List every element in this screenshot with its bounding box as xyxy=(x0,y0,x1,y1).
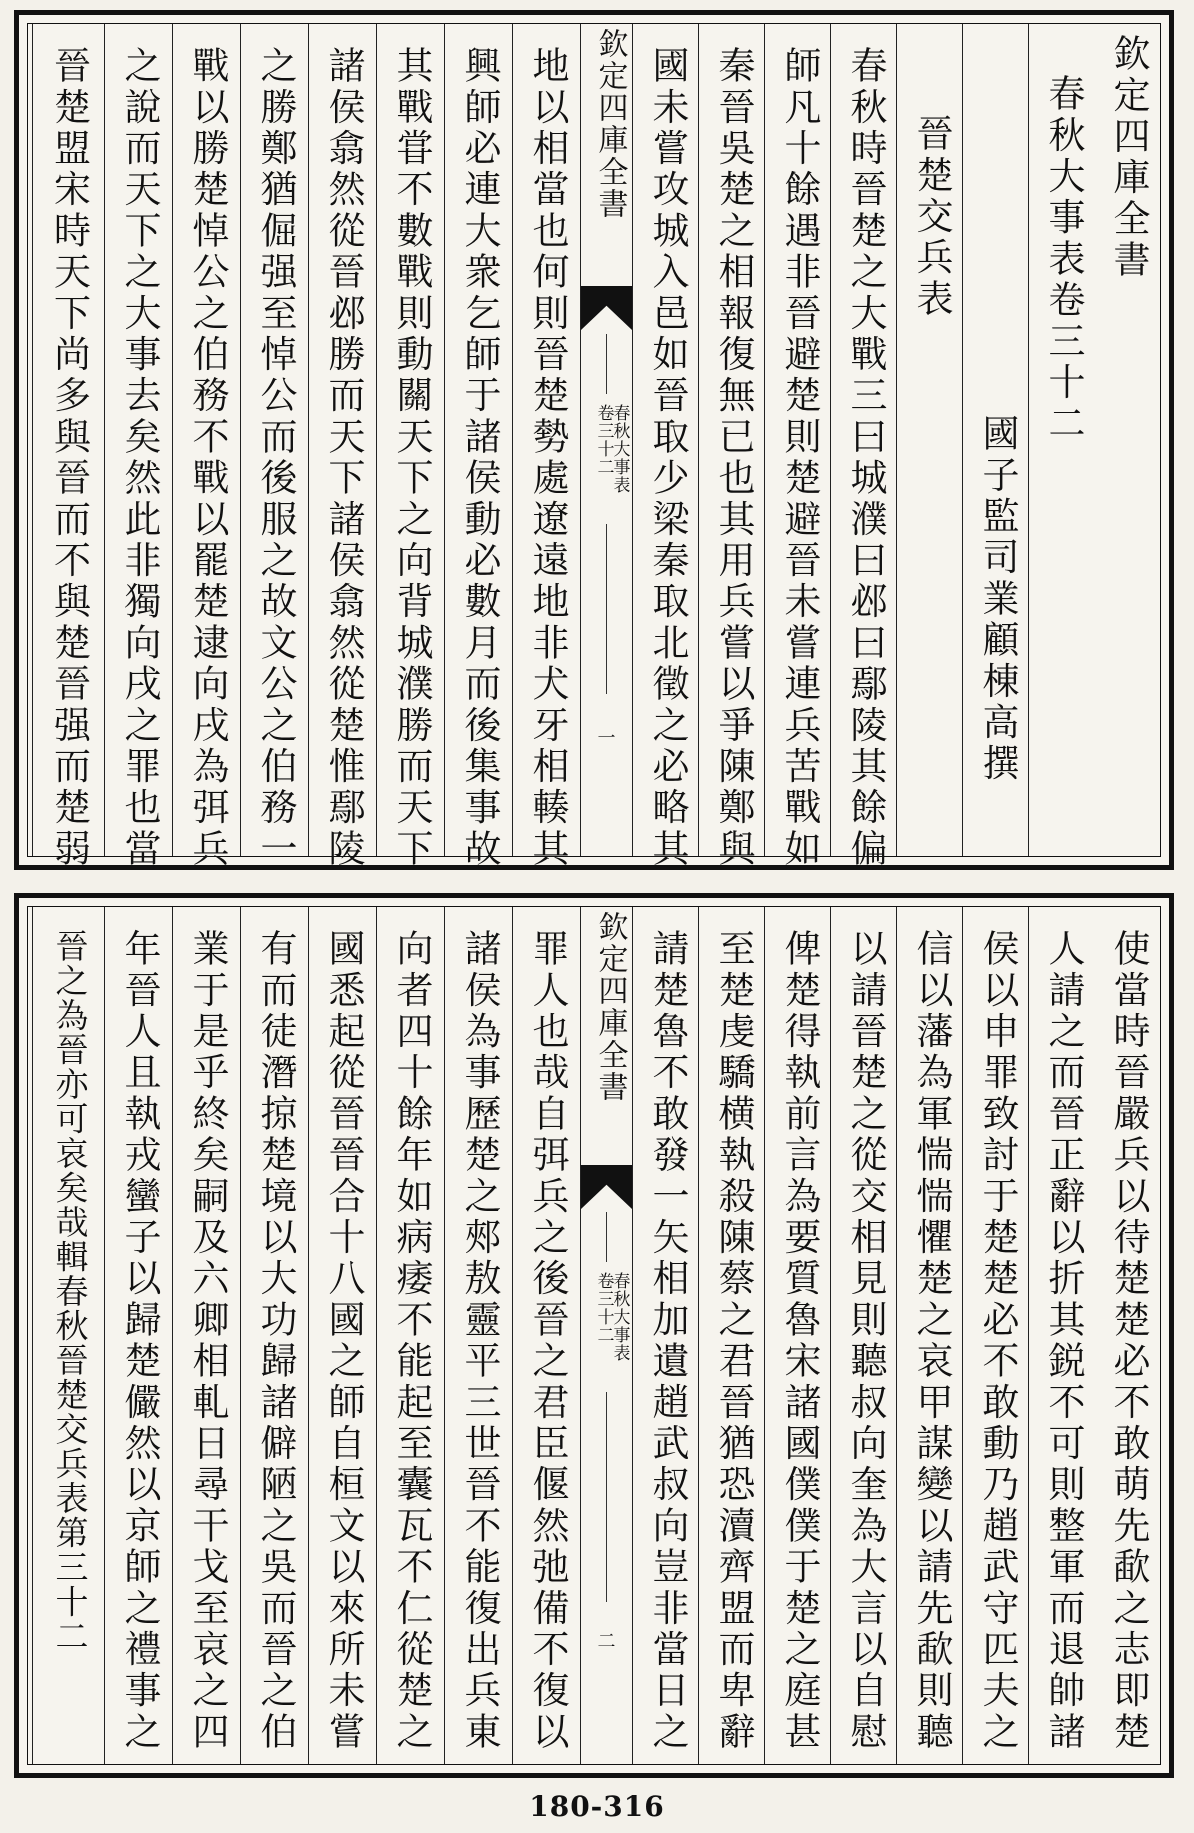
top-col-4 xyxy=(896,24,962,856)
top-col-1 xyxy=(1094,24,1160,856)
page-mark: 一 xyxy=(597,728,616,749)
top-col-6 xyxy=(764,24,830,870)
bottom-col-1 xyxy=(1094,907,1160,1764)
bottom-col-text: 使當時晉嚴兵以待楚楚必不敢萌先歃之志即楚 xyxy=(1107,929,1150,1753)
top-page xyxy=(14,10,1174,870)
top-col-text: 之勝鄭猶倔强至悼公而後服之故文公之伯務一 xyxy=(254,46,297,870)
bottom-col-14 xyxy=(172,907,240,1764)
bottom-col-text: 罪人也哉自弭兵之後晉之君臣偃然弛備不復以 xyxy=(526,929,569,1753)
bottom-col-9 xyxy=(512,907,580,1764)
bottom-col-12 xyxy=(308,907,376,1764)
bottom-col-text: 年晉人且執戎蠻子以歸楚儼然以京師之禮事之 xyxy=(118,929,161,1753)
top-col-10 xyxy=(444,24,512,870)
top-col-text: 春秋時晉楚之大戰三曰城濮曰邲曰鄢陵其餘偏 xyxy=(844,46,887,870)
volume-label: 卷三十二 xyxy=(593,404,614,476)
bottom-col-8 xyxy=(632,907,698,1764)
fishtail-mark xyxy=(581,1165,632,1209)
fishtail-mark xyxy=(581,286,632,330)
top-page-frame xyxy=(27,23,1161,870)
top-col-text: 欽定四庫全書 xyxy=(1107,34,1150,282)
top-col-9 xyxy=(512,24,580,870)
bottom-col-16 xyxy=(32,907,104,1764)
book-label: 春秋大事表 xyxy=(609,1272,630,1362)
bottom-col-text: 業于是乎終矣嗣及六卿相軋日尋干戈至哀之四 xyxy=(186,929,229,1753)
book-label: 春秋大事表 xyxy=(609,404,630,494)
divider-line xyxy=(606,524,607,694)
footer-page-number: 180-316 xyxy=(529,1790,665,1823)
bottom-col-11 xyxy=(376,907,444,1764)
top-col-text: 國子監司業顧棟高撰 xyxy=(976,414,1019,785)
top-col-2 xyxy=(1028,24,1094,856)
divider-line xyxy=(606,1212,607,1262)
top-col-text: 春秋大事表卷三十二 xyxy=(1042,74,1085,445)
top-col-text: 地以相當也何則晉楚勢處遼遠地非犬牙相輳其 xyxy=(526,46,569,870)
bottom-col-4 xyxy=(896,907,962,1764)
bottom-col-text: 晉之為晉亦可哀矣哉輯春秋晉楚交兵表第三十二 xyxy=(50,929,90,1654)
bottom-col-text: 侯以申罪致討于楚楚必不敢動乃趙武守匹夫之 xyxy=(976,929,1019,1753)
top-col-11 xyxy=(376,24,444,870)
top-col-15 xyxy=(104,24,172,870)
top-col-16 xyxy=(32,24,104,870)
bottom-col-5 xyxy=(830,907,896,1764)
top-col-5 xyxy=(830,24,896,870)
bottom-col-3 xyxy=(962,907,1028,1764)
bottom-col-2 xyxy=(1028,907,1094,1764)
library-label: 欽定四庫全書 xyxy=(592,911,628,1103)
top-col-text: 戰以勝楚悼公之伯務不戰以罷楚逮向戌為弭兵 xyxy=(186,46,229,870)
top-col-7 xyxy=(698,24,764,870)
top-col-text: 國未嘗攻城入邑如晉取少梁秦取北徵之必略其 xyxy=(646,46,689,870)
top-col-text: 諸侯翕然從晉邲勝而天下諸侯翕然從楚惟鄢陵 xyxy=(322,46,365,870)
top-col-text: 興師必連大衆乞師于諸侯動必數月而後集事故 xyxy=(458,46,501,870)
bottom-col-text: 國悉起從晉晉合十八國之師自桓文以來所未嘗 xyxy=(322,929,365,1753)
top-col-14 xyxy=(172,24,240,870)
top-col-8 xyxy=(632,24,698,870)
bottom-col-text: 人請之而晉正辭以折其鋭不可則整軍而退帥諸 xyxy=(1042,929,1085,1753)
top-col-3 xyxy=(962,24,1028,856)
bottom-col-text: 向者四十餘年如病痿不能起至囊瓦不仁從楚之 xyxy=(390,929,433,1753)
top-col-text: 晉楚盟宋時天下尚多與晉而不與楚晉强而楚弱 xyxy=(47,46,91,870)
bottom-col-text: 有而徒潛掠楚境以大功歸諸僻陋之吳而晉之伯 xyxy=(254,929,297,1753)
bottom-col-text: 諸侯為事歷楚之郟敖靈平三世晉不能復出兵東 xyxy=(458,929,501,1753)
bottom-col-15 xyxy=(104,907,172,1764)
top-col-12 xyxy=(308,24,376,870)
top-col-text: 之說而天下之大事去矣然此非獨向戌之罪也當 xyxy=(118,46,161,870)
bottom-page xyxy=(14,893,1174,1778)
bottom-col-text: 俾楚得執前言為要質魯宋諸國僕僕于楚之庭甚 xyxy=(778,929,821,1753)
divider-line xyxy=(606,334,607,394)
bottom-page-frame xyxy=(27,906,1161,1765)
top-center-banner xyxy=(580,24,632,856)
top-col-text: 晉楚交兵表 xyxy=(910,114,953,320)
top-col-text: 師凡十餘遇非晉避楚則楚避晉未嘗連兵苦戰如 xyxy=(778,46,821,870)
library-label: 欽定四庫全書 xyxy=(592,28,628,220)
bottom-col-13 xyxy=(240,907,308,1764)
volume-label: 卷三十二 xyxy=(593,1272,614,1344)
top-col-13 xyxy=(240,24,308,870)
bottom-col-7 xyxy=(698,907,764,1764)
bottom-col-text: 至楚虔驕横執殺陳蔡之君晉猶恐瀆齊盟而卑辭 xyxy=(712,929,755,1753)
page-mark: 二 xyxy=(597,1631,616,1652)
bottom-center-banner xyxy=(580,907,632,1764)
bottom-col-10 xyxy=(444,907,512,1764)
top-col-text: 其戰甞不數戰則動關天下之向背城濮勝而天下 xyxy=(390,46,433,870)
bottom-col-text: 信以藩為軍惴惴懼楚之哀甲謀變以請先歃則聽 xyxy=(910,929,953,1753)
top-col-text: 秦晉吳楚之相報復無已也其用兵嘗以爭陳鄭與 xyxy=(712,46,755,870)
divider-line xyxy=(606,1392,607,1602)
bottom-col-text: 以請晉楚之從交相見則聽叔向奎為大言以自慰 xyxy=(844,929,887,1753)
bottom-col-6 xyxy=(764,907,830,1764)
bottom-col-text: 請楚魯不敢發一矢相加遺趙武叔向豈非當日之 xyxy=(646,929,689,1753)
